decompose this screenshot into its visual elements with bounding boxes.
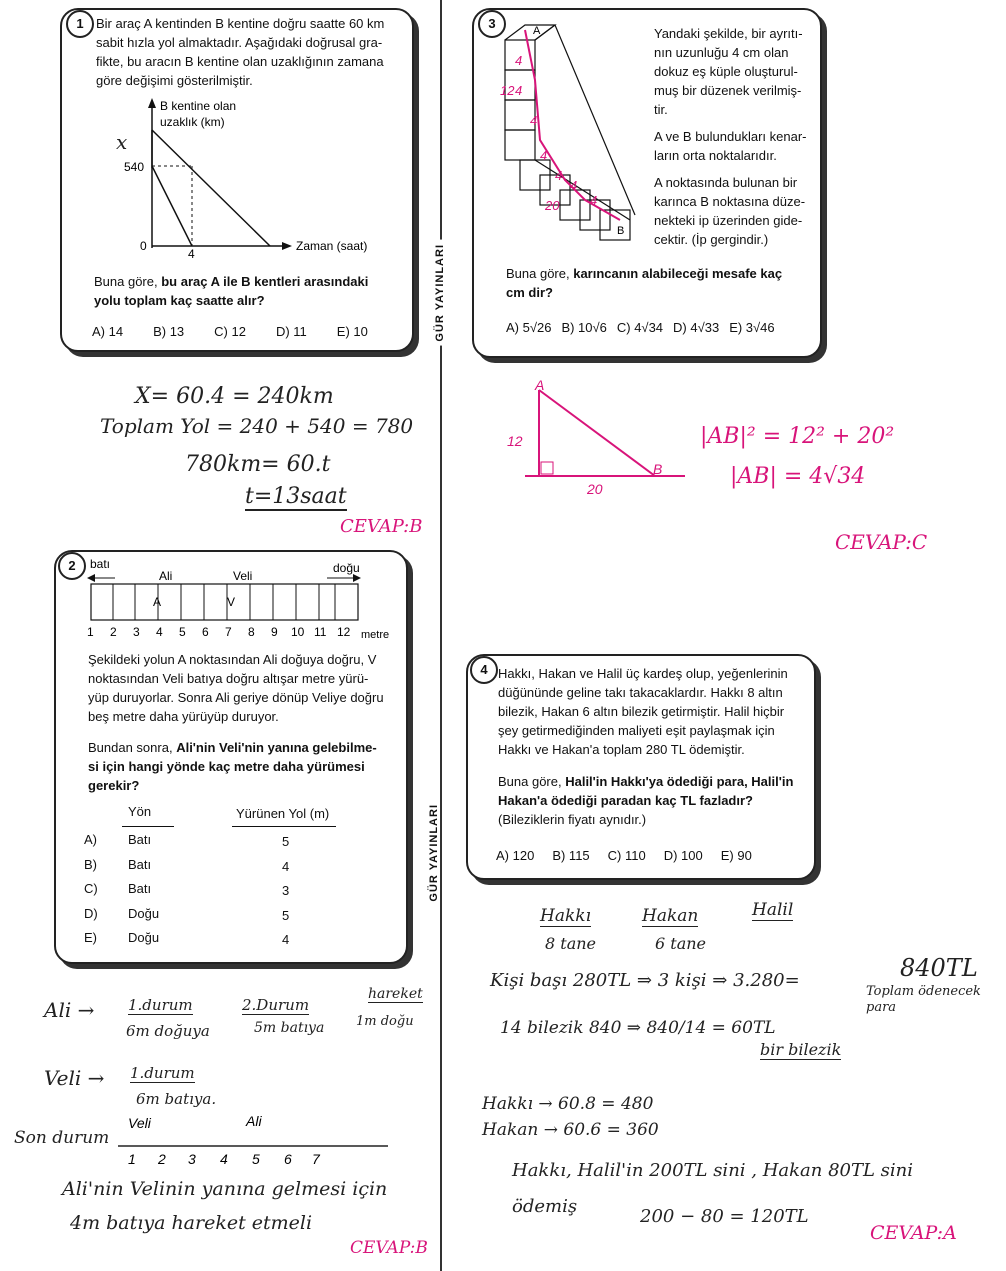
tick-11: 11 xyxy=(314,625,327,639)
hw-q4-l3: Hakkı → 60.8 = 480 xyxy=(482,1094,654,1114)
cube-figure xyxy=(495,20,645,250)
question-2-number: 2 xyxy=(58,552,86,580)
hw-q3-formula1: |AB|² = 12² + 20² xyxy=(700,424,895,449)
hw-q4-note: Toplam ödenecek para xyxy=(866,984,981,1015)
hw-q2-veli: Veli → xyxy=(44,1066,105,1090)
option-c[interactable]: C) 4√34 xyxy=(616,320,664,335)
option-d[interactable]: D) 100 xyxy=(663,848,703,863)
row-e-opt[interactable]: E) xyxy=(84,930,97,945)
hw-q4-l1b: 840TL xyxy=(900,954,978,982)
option-e[interactable]: E) 3√46 xyxy=(729,320,775,335)
veli-label: Veli xyxy=(233,569,253,583)
mark-6: 4 xyxy=(555,168,563,183)
hw-veli-mark: Veli xyxy=(128,1115,151,1131)
mark-4: 4 xyxy=(530,113,538,128)
col-direction: Yön xyxy=(128,804,152,819)
hw-q4-h3: Halil xyxy=(752,900,794,920)
mark-7: 4 xyxy=(570,178,578,193)
mark-3: 12 xyxy=(500,83,515,98)
hw-q4-l2: 14 bilezik 840 ⇒ 840/14 = 60TL xyxy=(500,1018,776,1038)
hw-q4-h2: Hakan xyxy=(642,906,699,926)
ali-label: Ali xyxy=(159,569,173,583)
hw-q3-b: B xyxy=(653,461,663,477)
mark-8: 4 xyxy=(590,193,598,208)
point-a: A xyxy=(153,595,162,609)
point-v: V xyxy=(227,595,236,609)
hw-q3-a: A xyxy=(535,378,545,393)
option-c[interactable]: C) 110 xyxy=(607,848,646,863)
row-c-opt[interactable]: C) xyxy=(84,881,98,896)
option-d[interactable]: D) 4√33 xyxy=(673,320,720,335)
side-label-top: GÜR YAYINLARI xyxy=(434,240,446,346)
hw-q4-l1: Kişi başı 280TL ⇒ 3 kişi ⇒ 3.280= xyxy=(490,970,800,991)
question-3-text: Yandaki şekilde, bir ayrıtı- nın uzunluğu 4 cm olan dokuz eş küple oluşturul- muş bir düzenek verilmiş- tir. A ve B bulundukları kenar- ların orta noktalarıdır. A noktasında bulunan bir karınca B noktasına düze- nekteki ip üzerinden gide- cektir. (İp gergindir.) xyxy=(654,26,807,247)
question-1-prompt: Buna göre, bu araç A ile B kentleri arasındaki yolu toplam kaç saatte alır? xyxy=(94,274,369,308)
hw-q2-d2: 2.Durum xyxy=(242,996,310,1014)
row-d-opt[interactable]: D) xyxy=(84,906,98,921)
hw-q3-20: 20 xyxy=(587,481,603,497)
option-a[interactable]: A) 120 xyxy=(496,848,535,863)
hw-n6: 6 xyxy=(284,1151,292,1167)
hw-n7: 7 xyxy=(312,1151,320,1167)
hw-q2-hv: 1m doğu xyxy=(356,1014,414,1029)
hw-q4-s2: 6 tane xyxy=(655,934,707,953)
question-3-options xyxy=(506,320,775,335)
hw-q2-c1: Ali'nin Velinin yanına gelmesi için xyxy=(62,1178,388,1200)
hw-q2-answer: CEVAP:B xyxy=(350,1238,428,1258)
option-e[interactable]: E) 90 xyxy=(720,848,752,863)
hw-n2: 2 xyxy=(158,1151,166,1167)
option-e[interactable]: E) 10 xyxy=(336,324,368,339)
mark-2: 4 xyxy=(515,83,523,98)
option-c[interactable]: C) 12 xyxy=(214,324,246,339)
question-4-text: Hakkı, Hakan ve Halil üç kardeş olup, yeğenlerinin düğününde geline takı takacaklardır. Hakkı 8 altın bilezik, Hakan 6 altın bilezik getirmiştir. Halil hiçbir şey getirmediğinden maliyeti eşit paylaşmak için Hakkı ve Hakan'a toplam 280 TL ödemiştir. xyxy=(498,666,788,757)
y-axis-label-2: uzaklık (km) xyxy=(160,115,225,129)
unit-label: metre xyxy=(361,629,390,641)
question-1-number: 1 xyxy=(66,10,94,38)
hw-q2-h: hareket xyxy=(368,986,423,1002)
hw-q3-answer: CEVAP:C xyxy=(835,530,928,554)
hw-q3-triangle xyxy=(505,378,705,498)
origin-label: 0 xyxy=(140,239,147,253)
hw-q2-d1v: 6m doğuya xyxy=(126,1022,210,1040)
question-4-number: 4 xyxy=(470,656,498,684)
question-3-prompt: Buna göre, karıncanın alabileceği mesafe kaç cm dir? xyxy=(506,266,783,300)
question-1-graph xyxy=(110,98,390,263)
tick-8: 8 xyxy=(248,625,255,639)
hw-q1-x: x xyxy=(116,130,128,154)
tick-7: 7 xyxy=(225,625,232,639)
question-2-text: Şekildeki yolun A noktasından Ali doğuya doğru, V noktasından Veli batıya doğru altışar metre yürü- yüp duruyorlar. Sonra Ali geriye dönüp Veliye doğru beş metre daha yürüyüp duruyor. xyxy=(88,652,384,724)
hw-q1-line2: Toplam Yol = 240 + 540 = 780 xyxy=(100,414,414,438)
hw-q2-v1: 1.durum xyxy=(130,1064,195,1082)
center-divider xyxy=(440,0,442,1271)
tick-12: 12 xyxy=(337,625,351,639)
row-a-opt[interactable]: A) xyxy=(84,832,97,847)
mark-1: 4 xyxy=(515,53,523,68)
hw-q2-c2: 4m batıya hareket etmeli xyxy=(70,1212,313,1234)
question-1-text: Bir araç A kentinden B kentine doğru saatte 60 km sabit hızla yol almaktadır. Aşağıdaki doğrusal gra- fikte, bu aracın B kentine olan uzaklığının zamana göre değişimi gösterilmiştir. xyxy=(96,16,385,88)
hw-n1: 1 xyxy=(128,1151,136,1167)
tick-6: 6 xyxy=(202,625,209,639)
question-1-options xyxy=(92,324,368,339)
hw-q2-d2v: 5m batıya xyxy=(254,1020,325,1036)
hw-q4-s1: 8 tane xyxy=(545,934,597,953)
east-label: doğu xyxy=(333,561,360,575)
option-a[interactable]: A) 5√26 xyxy=(506,320,552,335)
hw-q1-line4: t=13saat xyxy=(245,484,347,509)
y-axis-label-1: B kentine olan xyxy=(160,99,237,113)
option-d[interactable]: D) 11 xyxy=(275,324,307,339)
road-figure xyxy=(85,556,400,646)
hw-q4-l5: Hakkı, Halil'in 200TL sini , Hakan 80TL sini xyxy=(512,1160,914,1181)
hw-q2-ali: Ali → xyxy=(44,998,95,1022)
hw-q4-h1: Hakkı xyxy=(540,906,591,926)
hw-n3: 3 xyxy=(188,1151,196,1167)
option-b[interactable]: B) 13 xyxy=(153,324,185,339)
option-b[interactable]: B) 10√6 xyxy=(561,320,607,335)
hw-q2-d1: 1.durum xyxy=(128,996,193,1014)
west-label: batı xyxy=(90,557,111,571)
mark-9: 20 xyxy=(545,198,560,213)
hw-q3-12: 12 xyxy=(507,433,523,449)
option-b[interactable]: B) 115 xyxy=(552,848,590,863)
point-a-label: A xyxy=(533,25,541,37)
hw-q4-l7: 200 − 80 = 120TL xyxy=(640,1206,809,1227)
option-a[interactable]: A) 14 xyxy=(92,324,124,339)
hw-q2-son: Son durum xyxy=(14,1128,110,1148)
question-2-table: Yön Yürünen Yol (m) A) Batı 5 B) Batı 4 C) Batı 3 D) Doğu 5 E) Doğu 4 xyxy=(82,800,392,950)
side-label-bottom: GÜR YAYINLARI xyxy=(428,800,440,906)
point-b-label: B xyxy=(617,225,625,237)
tick-9: 9 xyxy=(271,625,278,639)
hw-q1-line1: X= 60.4 = 240km xyxy=(135,384,334,409)
tick-10: 10 xyxy=(291,625,305,639)
hw-q4-l4: Hakan → 60.6 = 360 xyxy=(482,1120,659,1140)
tick-1: 1 xyxy=(87,625,94,639)
hw-q4-l6: ödemiş xyxy=(512,1196,578,1217)
hw-q4-answer: CEVAP:A xyxy=(870,1222,957,1244)
hw-q3-formula2: |AB| = 4√34 xyxy=(730,464,866,489)
tick-2: 2 xyxy=(110,625,117,639)
y-tick-540: 540 xyxy=(124,160,145,174)
hw-n5: 5 xyxy=(252,1151,260,1167)
question-4-options xyxy=(496,848,752,863)
tick-3: 3 xyxy=(133,625,140,639)
tick-5: 5 xyxy=(179,625,186,639)
x-tick-4: 4 xyxy=(188,247,195,261)
hw-q1-line3: 780km= 60.t xyxy=(185,452,331,477)
col-distance: Yürünen Yol (m) xyxy=(236,806,330,821)
hw-q1-answer: CEVAP:B xyxy=(340,516,423,537)
question-3-number: 3 xyxy=(478,10,506,38)
hw-n4: 4 xyxy=(220,1151,228,1167)
tick-4: 4 xyxy=(156,625,163,639)
hw-q4-l2b: bir bilezik xyxy=(760,1040,842,1059)
mark-5: 4 xyxy=(540,148,548,163)
question-4-prompt: Buna göre, Halil'in Hakkı'ya ödediği para, Halil'in Hakan'a ödediği paradan kaç TL fazladır? (Bileziklerin fiyatı aynıdır.) xyxy=(498,774,794,827)
row-b-opt[interactable]: B) xyxy=(84,857,97,872)
x-axis-label: Zaman (saat) xyxy=(296,239,368,253)
hw-q2-v1v: 6m batıya. xyxy=(136,1090,217,1108)
hw-q2-numberline xyxy=(118,1112,398,1172)
question-2-prompt: Bundan sonra, Ali'nin Veli'nin yanına gelebilme- si için hangi yönde kaç metre daha yürümesi gerekir? xyxy=(88,740,377,793)
hw-ali-mark: Ali xyxy=(246,1113,262,1129)
